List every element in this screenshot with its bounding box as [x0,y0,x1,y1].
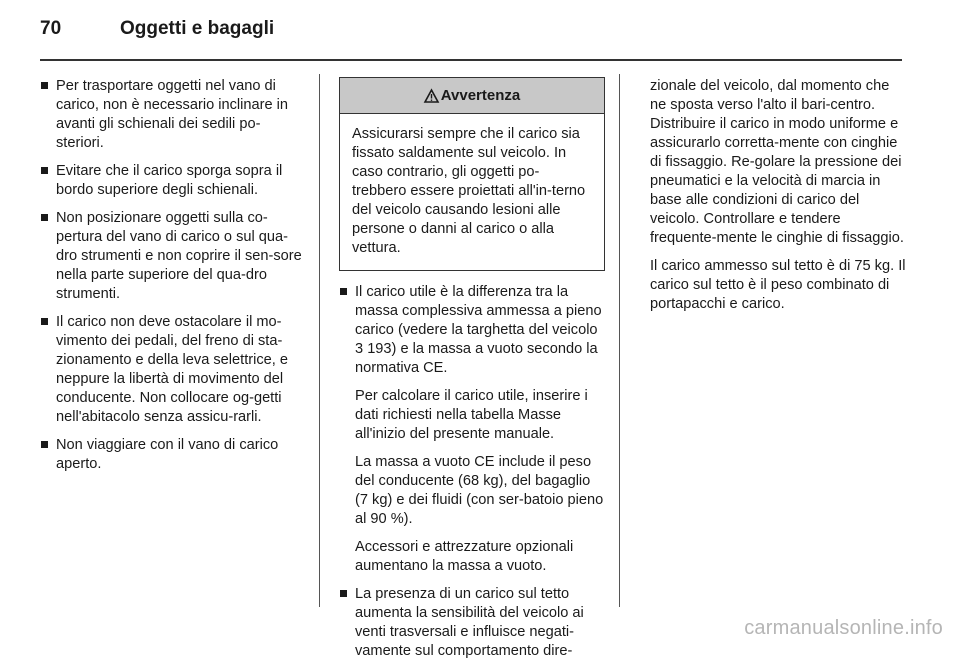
warning-box [339,77,605,271]
watermark: carmanualsonline.info [744,617,943,639]
page-reference-arrow-icon: 3 [355,341,364,357]
bullet-square-icon [41,318,48,325]
bullet-square-icon [41,167,48,174]
list-item: Il carico non deve ostacolare il mo-vimento dei pedali, del freno di sta-zionamento e della leva selettrice, e neppure la libertà di movimento del conducente. Non collocare og-getti nell'abitacolo senza assicu-rarli. [40,313,306,427]
warning-triangle-icon [424,89,439,103]
page-number: 70 [40,18,62,39]
list-item: Il carico utile è la differenza tra la massa complessiva ammessa a pieno carico (vedere la targhetta del veicolo 3 193) e la massa a vuoto secondo la normativa CE. Per calcolare il carico utile, inserire i dati richiesti nella tabella Masse all'inizio del presente manuale. La massa a vuoto CE include il peso del conducente (68 kg), del bagaglio (7 kg) e dei fluidi (con ser-batoio pieno al 90 %). Accessori e attrezzature opzionali aumentano la massa a vuoto. [339,283,605,576]
bullet-square-icon [41,441,48,448]
paragraph: Il carico ammesso sul tetto è di 75 kg. Il carico sul tetto è il peso combinato di portapacchi e carico. [650,258,906,312]
paragraph: La massa a vuoto CE include il peso del conducente (68 kg), del bagaglio (7 kg) e dei fluidi (con ser-batoio pieno al 90 %). [355,454,604,527]
bullet-square-icon [340,590,347,597]
column-divider-2 [619,74,620,607]
list-item: Per trasportare oggetti nel vano di carico, non è necessario inclinare in avanti gli schienali dei sedili po-steriori. [40,77,306,153]
page-title: Oggetti e bagagli [120,18,275,39]
list-item: Evitare che il carico sporga sopra il bordo superiore degli schienali. [40,162,306,200]
column-3 [650,77,908,323]
column-divider-1 [319,74,320,607]
warning-text: Assicurarsi sempre che il carico sia fissato saldamente sul veicolo. In caso contrario, gli oggetti po-trebbero essere proiettati all'in-terno del veicolo causando lesioni alle persone o danni al carico o alla vettura. [352,126,586,256]
paragraph: Accessori e attrezzature opzionali aumentano la massa a vuoto. [355,539,574,574]
warning-header [340,78,604,114]
warning-title: Avvertenza [440,87,521,104]
column-2 [339,77,605,670]
paragraph: zionale del veicolo, dal momento che ne sposta verso l'alto il bari-centro. Distribuire il carico in modo uniforme e assicurarlo corretta-mente con cinghie di fissaggio. Re-golare la pressione dei pneumatici e la velocità di marcia in base alle condizioni di carico del veicolo. Controllare e tendere frequente-mente le cinghie di fissaggio. [650,78,904,246]
paragraph: Per calcolare il carico utile, inserire i dati richiesti nella tabella Masse all'inizio del presente manuale. [355,388,588,442]
bullet-square-icon [41,214,48,221]
list-item: La presenza di un carico sul tetto aumenta la sensibilità del veicolo ai venti trasversali e influisce negati-vamente sul comportamento dire- [339,585,605,661]
page-reference: 193 [367,341,392,357]
bullet-square-icon [41,82,48,89]
header-divider [40,59,902,61]
bullet-square-icon [340,288,347,295]
list-item: Non viaggiare con il vano di carico aperto. [40,436,306,474]
column-1 [40,77,306,483]
list-item: Non posizionare oggetti sulla co-pertura del vano di carico o sul qua-dro strumenti e non coprire il sen-sore nella parte superiore del qua-dro strumenti. [40,209,306,304]
